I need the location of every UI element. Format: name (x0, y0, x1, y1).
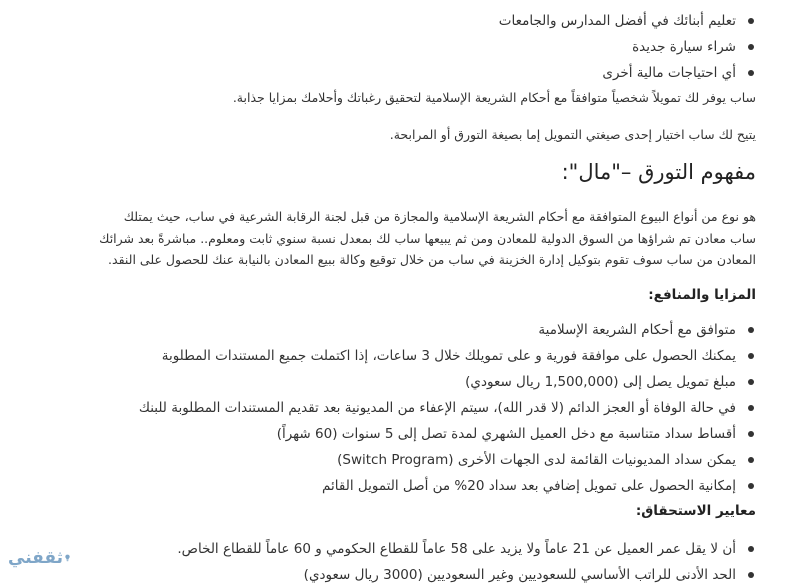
benefits-list (139, 317, 756, 499)
paragraph-line: هو نوع من أنواع البيوع المتوافقة مع أحكام الشريعة الإسلامية والمجازة من قبل لجنة الرقابة الشرعية في ساب، حيث يمتلك (123, 209, 756, 224)
section-heading-tawarruq: مفهوم التورق –"مال": (561, 160, 756, 184)
list-item: مبلغ تمويل يصل إلى (1,500,000 ريال سعودي) (139, 369, 756, 395)
list-item: أقساط سداد متناسبة مع دخل العميل الشهري لمدة تصل إلى 5 سنوات (60 شهراً) (139, 421, 756, 447)
watermark-text: ثقفني (8, 548, 63, 568)
options-paragraph: يتيح لك ساب اختيار إحدى صيغتي التمويل إما بصيغة التورق أو المرابحة. (389, 127, 756, 142)
eligibility-title: معايير الاستحقاق: (635, 503, 756, 519)
list-item: أي احتياجات مالية أخرى (499, 60, 756, 86)
eligibility-list (177, 536, 756, 588)
list-item: شراء سيارة جديدة (499, 34, 756, 60)
paragraph-line: ساب معادن تم شراؤها من السوق الدولية للمعادن ومن ثم يبيعها ساب لك بمعدل نسبة سنوي ثابت ومعلوم.. مباشرةً بعد شرائك (99, 230, 756, 246)
list-item: الحد الأدنى للراتب الأساسي للسعوديين وغير السعوديين (3000 ريال سعودي) (177, 562, 756, 588)
list-item: في حالة الوفاة أو العجز الدائم (لا قدر الله)، سيتم الإعفاء من المديونية بعد تقديم المستندات المطلوبة للبنك (139, 395, 756, 421)
list-item: يمكن سداد المديونيات القائمة لدى الجهات الأخرى (Switch Program) (139, 447, 756, 473)
list-item: إمكانية الحصول على تمويل إضافي بعد سداد 20% من أصل التمويل القائم (139, 473, 756, 499)
site-watermark-logo (8, 540, 70, 576)
list-item: متوافق مع أحكام الشريعة الإسلامية (139, 317, 756, 343)
lightbulb-icon (65, 546, 70, 570)
paragraph-line: المعادن من ساب سوف تقوم بتوكيل إدارة الخزينة في ساب من خلال توقيع وكالة ببيع المعادن بالنيابة عنك للحصول على النقد. (108, 252, 756, 267)
intro-paragraph: ساب يوفر لك تمويلاً شخصياً متوافقاً مع أحكام الشريعة الإسلامية لتحقيق رغباتك وأحلامك بمزايا جذابة. (232, 90, 756, 105)
list-item: تعليم أبنائك في أفضل المدارس والجامعات (499, 8, 756, 34)
list-item: أن لا يقل عمر العميل عن 21 عاماً ولا يزيد على 58 عاماً للقطاع الحكومي و 60 عاماً للقطاع الخاص. (177, 536, 756, 562)
financing-uses-list (499, 8, 756, 86)
benefits-title: المزايا والمنافع: (648, 287, 756, 303)
list-item: يمكنك الحصول على موافقة فورية و على تمويلك خلال 3 ساعات، إذا اكتملت جميع المستندات المطلوبة (139, 343, 756, 369)
concept-paragraph (16, 206, 756, 271)
